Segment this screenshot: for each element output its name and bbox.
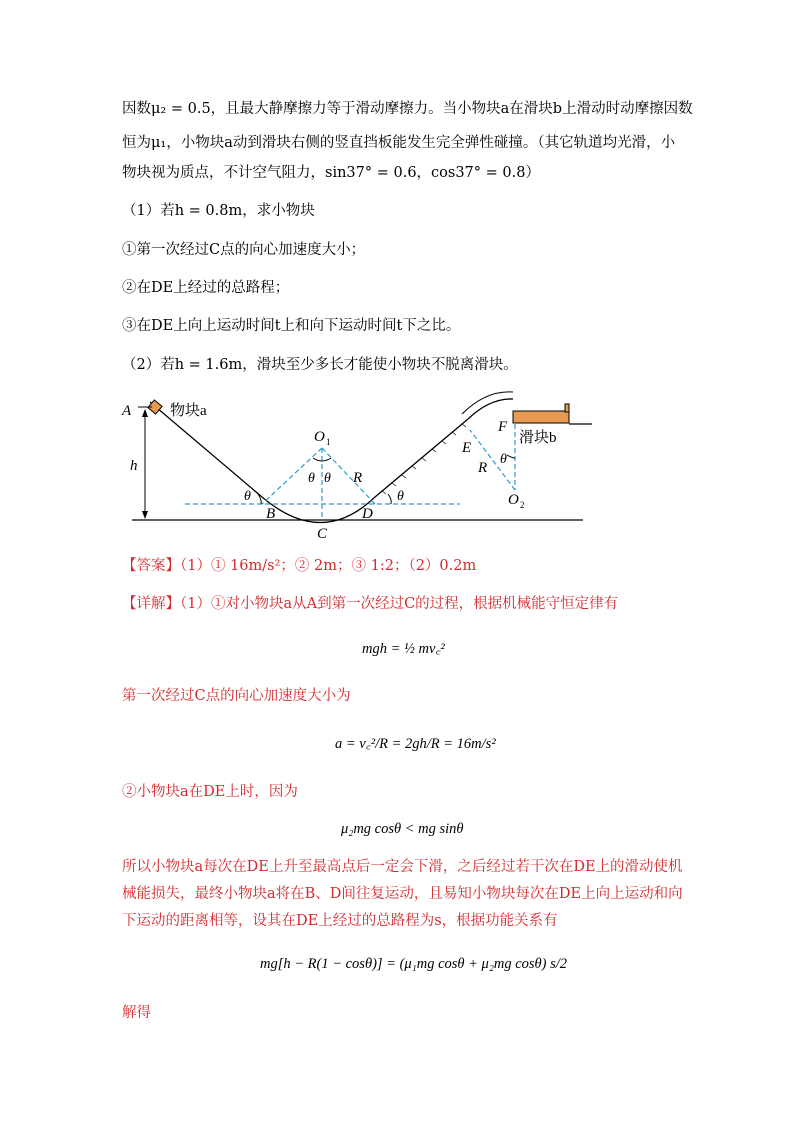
- problem-line-3: 物块视为质点，不计空气阻力，sin37° = 0.6，cos37° = 0.8）: [122, 165, 540, 181]
- equation-4: mg[h − R(1 − cosθ)] = (μ₁mg cosθ + μ₂mg cosθ) s/2: [260, 956, 568, 972]
- label-D: D: [362, 506, 373, 522]
- solution-line-6: 下运动的距离相等，设其在DE上经过的总路程为s，根据功能关系有: [122, 913, 558, 929]
- label-theta-D: θ: [397, 489, 404, 504]
- physics-diagram: [0, 380, 800, 550]
- label-O1: O: [314, 429, 325, 445]
- label-A: A: [122, 403, 132, 419]
- problem-line-2: 恒为μ₁，小物块a动到滑块右侧的竖直挡板能发生完全弹性碰撞。（其它轨道均光滑，小: [122, 135, 676, 151]
- label-h: h: [130, 458, 138, 474]
- solution-line-2: 第一次经过C点的向心加速度大小为: [122, 688, 351, 704]
- label-O2: O: [508, 492, 519, 508]
- label-theta-F: θ: [500, 452, 507, 467]
- solution-line-3: ②小物块a在DE上时，因为: [122, 784, 298, 800]
- label-O1-sub: 1: [326, 437, 331, 447]
- solution-line-7: 解得: [122, 1005, 151, 1021]
- label-E: E: [462, 440, 472, 456]
- label-R-2: R: [478, 460, 488, 476]
- solution-line-4: 所以小物块a每次在DE上升至最高点后一定会下滑，之后经过若干次在DE上的滑动使机: [122, 859, 683, 875]
- answer-text: （1）① 16m/s²；② 2m；③ 1:2；（2）0.2m: [180, 558, 477, 574]
- label-F: F: [498, 419, 508, 435]
- label-R-1: R: [353, 470, 363, 486]
- solution-label: 【详解】: [122, 596, 180, 612]
- label-theta-B: θ: [244, 489, 251, 504]
- equation-3: μ₂mg cosθ < mg sinθ: [341, 821, 464, 837]
- answer-label: 【答案】: [122, 558, 180, 574]
- label-O2-sub: 2: [520, 500, 525, 510]
- question-1a: ①第一次经过C点的向心加速度大小；: [122, 242, 366, 258]
- label-C: C: [317, 526, 328, 542]
- label-block-a: 物块a: [170, 403, 207, 419]
- question-1c: ③在DE上向上运动时间t上和向下运动时间t下之比。: [122, 318, 461, 334]
- label-theta-1: θ: [308, 471, 315, 486]
- question-1b: ②在DE上经过的总路程；: [122, 280, 290, 296]
- label-B: B: [266, 506, 276, 522]
- label-block-b: 滑块b: [519, 430, 557, 446]
- solution-line-1: [122, 594, 618, 614]
- label-theta-2: θ: [324, 471, 331, 486]
- equation-1: mgh = ½ mv꜀²: [362, 641, 445, 657]
- problem-line-1: 因数μ₂ = 0.5，且最大静摩擦力等于滑动摩擦力。当小物块a在滑块b上滑动时动摩擦因数: [122, 101, 693, 117]
- equation-2: a = v꜀²/R = 2gh/R = 16m/s²: [335, 736, 496, 752]
- question-2: （2）若h = 1.6m，滑块至少多长才能使小物块不脱离滑块。: [122, 357, 518, 373]
- solution-text-1: （1）①对小物块a从A到第一次经过C的过程，根据机械能守恒定律有: [180, 596, 619, 612]
- question-1: （1）若h = 0.8m，求小物块: [122, 203, 315, 219]
- solution-line-5: 械能损失，最终小物块a将在B、D间往复运动，且易知小物块每次在DE上向上运动和向: [122, 886, 683, 902]
- answer: [122, 556, 476, 576]
